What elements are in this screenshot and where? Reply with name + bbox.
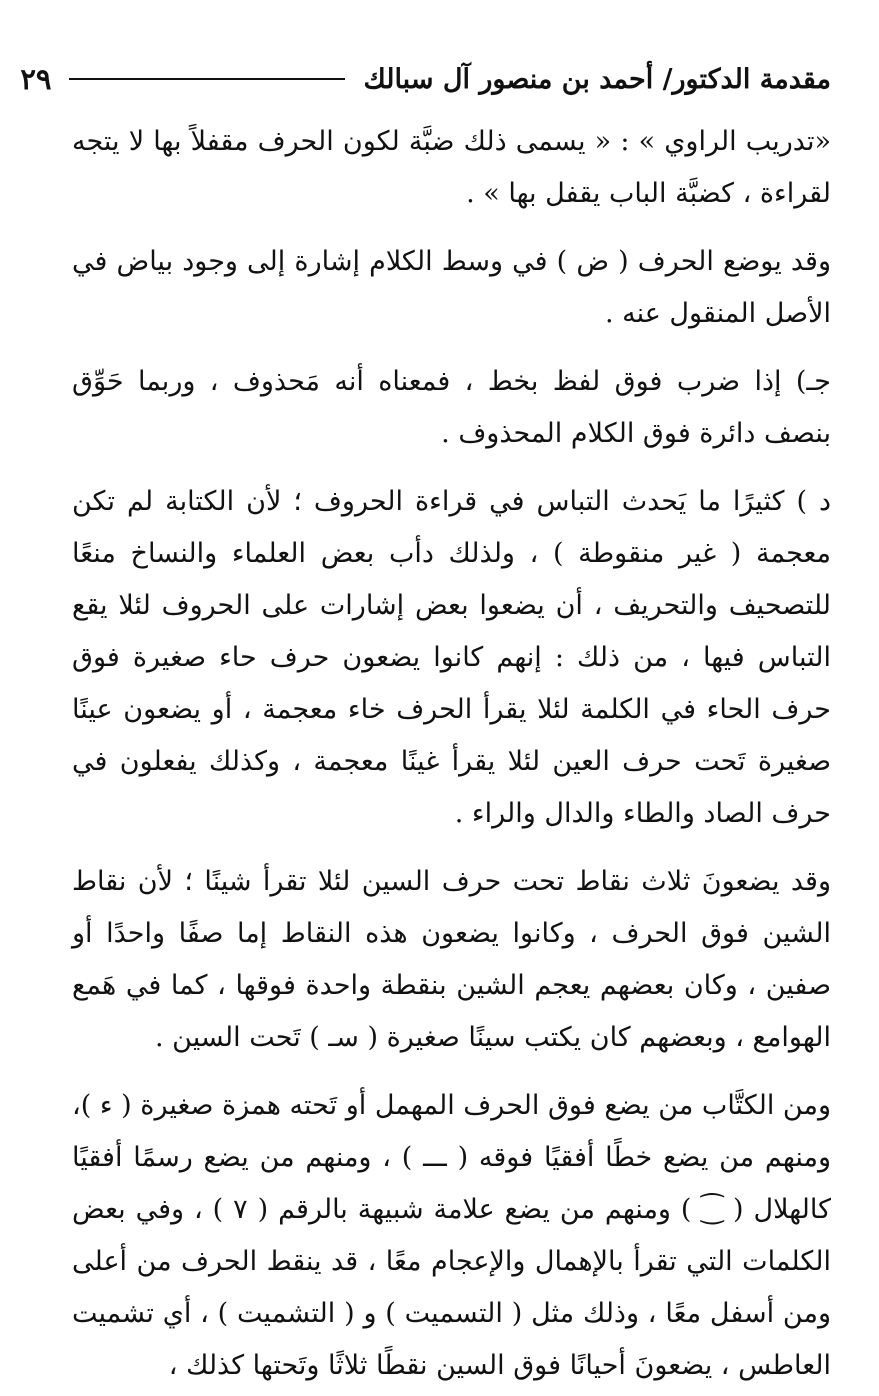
header-title: مقدمة الدكتور/ أحمد بن منصور آل سبالك [363,63,831,95]
paragraph: ومن الكتَّاب من يضع فوق الحرف المهمل أو تَحته همزة صغيرة ( ء )، ومنهم من يضع خطًا أفقيًا فوقه ( ـــ ) ، ومنهم من يضع رسمًا أفقيًا كالهلال ( ⁐ ) ومنهم من يضع علامة شبيهة بالرقم ( ٧ ) ، وفي بعض الكلمات التي تقرأ بالإهمال والإعجام معًا ، قد ينقط الحرف من أعلى ومن أسفل معًا ، وذلك مثل ( التسميت ) و ( التشميت ) ، أي تشميت العاطس ، يضعونَ أحيانًا فوق السين نقطًا ثلاثًا وتَحتها كذلك ، [72,1090,831,1381]
paragraph: جـ) إذا ضرب فوق لفظ بخط ، فمعناه أنه مَحذوف ، وربما حَوِّق بنصف دائرة فوق الكلام المحذوف . [72,366,831,449]
running-header [20,54,831,104]
page-number: ٢٩ [20,61,52,96]
paragraph: د ) كثيرًا ما يَحدث التباس في قراءة الحروف ؛ لأن الكتابة لم تكن معجمة ( غير منقوطة ) ، ولذلك دأب بعض العلماء والنساخ منعًا للتصحيف والتحريف ، أن يضعوا بعض إشارات على الحروف لئلا يقع التباس فيها ، من ذلك : إنهم كانوا يضعون حرف حاء صغيرة فوق حرف الحاء في الكلمة لئلا يقرأ الحرف خاء معجمة ، أو يضعون عينًا صغيرة تَحت حرف العين لئلا يقرأ غينًا معجمة ، وكذلك يفعلون في حرف الصاد والطاء والدال والراء . [72,486,831,829]
header-rule [69,78,345,80]
paragraph: وقد يضعونَ ثلاث نقاط تحت حرف السين لئلا تقرأ شينًا ؛ لأن نقاط الشين فوق الحرف ، وكانوا يضعون هذه النقاط إما صفًا واحدًا أو صفين ، وكان بعضهم يعجم الشين بنقطة واحدة فوقها ، كما في هَمع الهوامع ، وبعضهم كان يكتب سينًا صغيرة ( سـ ) تَحت السين . [72,866,831,1053]
paragraph: «تدريب الراوي » : « يسمى ذلك ضبَّة لكون الحرف مقفلاً بها لا يتجه لقراءة ، كضبَّة الباب يقفل بها » . [72,126,831,209]
paragraph: وقد يوضع الحرف ( ض ) في وسط الكلام إشارة إلى وجود بياض في الأصل المنقول عنه . [72,246,832,329]
body-text [72,116,831,1392]
